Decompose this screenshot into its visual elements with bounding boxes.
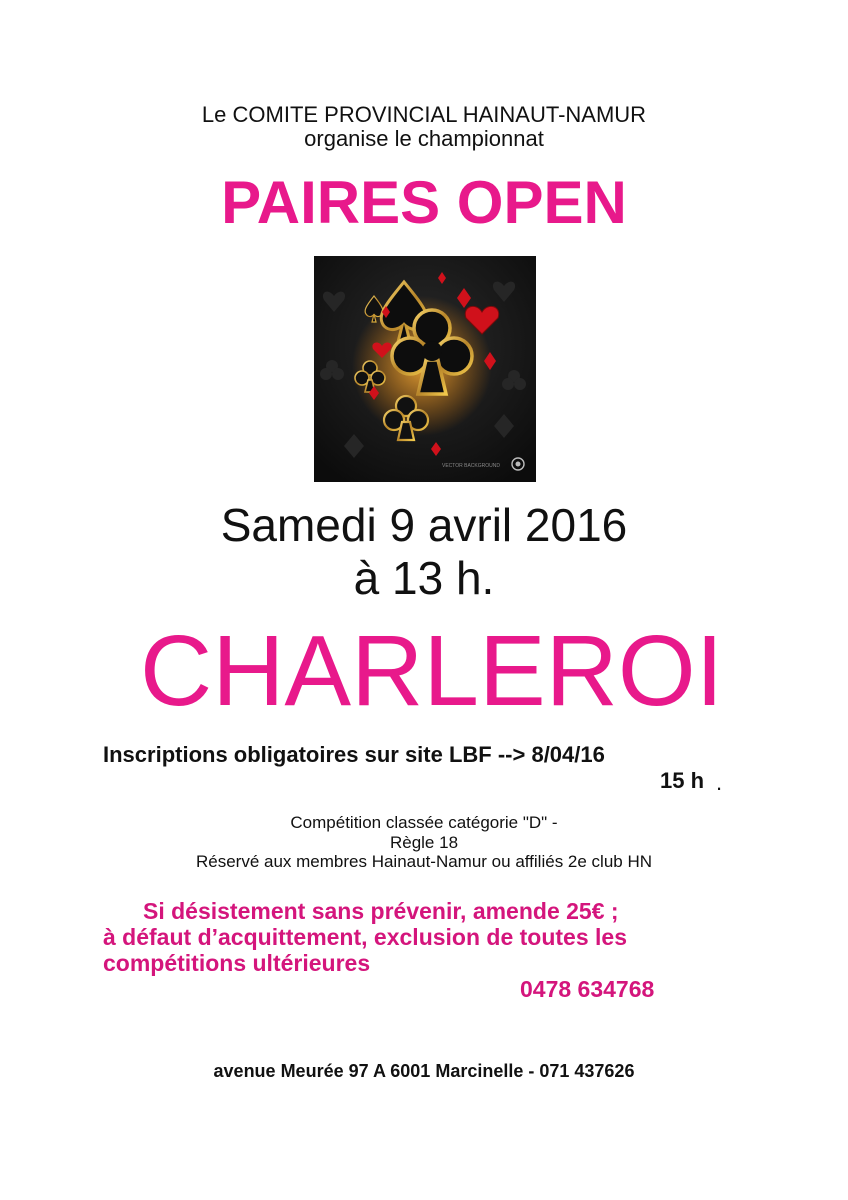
event-city: CHARLEROI bbox=[140, 615, 724, 727]
image-caption: VECTOR BACKGROUND bbox=[442, 463, 500, 469]
warning-line-1: Si désistement sans prévenir, amende 25€ ; bbox=[143, 898, 619, 924]
event-time: à 13 h. bbox=[353, 552, 495, 604]
competition-rule: Règle 18 bbox=[389, 833, 459, 852]
organizer-line: Le COMITE PROVINCIAL HAINAUT-NAMUR bbox=[201, 102, 647, 127]
page-title: PAIRES OPEN bbox=[221, 169, 627, 236]
registration-line: Inscriptions obligatoires sur site LBF --> 8/04/16 bbox=[103, 742, 605, 767]
competition-eligibility: Réservé aux membres Hainaut-Namur ou affiliés 2e club HN bbox=[195, 852, 653, 871]
organizer-subline: organise le championnat bbox=[304, 126, 544, 151]
contact-phone: 0478 634768 bbox=[520, 976, 655, 1002]
event-date: Samedi 9 avril 2016 bbox=[220, 499, 628, 551]
registration-deadline-time: 15 h bbox=[660, 768, 705, 793]
venue-address: avenue Meurée 97 A 6001 Marcinelle - 071 437626 bbox=[213, 1061, 635, 1081]
card-suits-icon bbox=[314, 256, 536, 482]
warning-line-3: compétitions ultérieures bbox=[103, 950, 371, 976]
registration-deadline-suffix: . bbox=[716, 770, 723, 795]
competition-category: Compétition classée catégorie "D" - bbox=[290, 813, 558, 832]
warning-line-2: à défaut d’acquittement, exclusion de toutes les bbox=[103, 924, 628, 950]
